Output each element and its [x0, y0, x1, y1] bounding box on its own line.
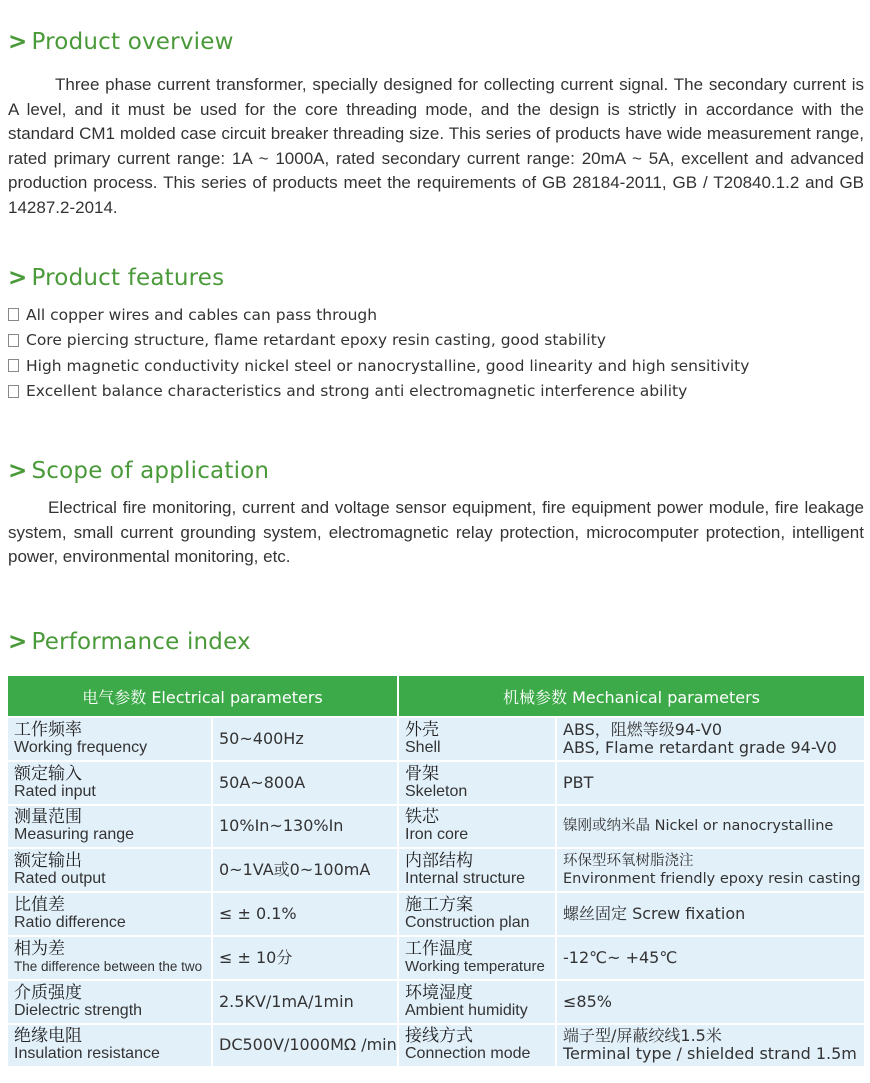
param-value: ≤85%	[556, 980, 864, 1024]
param-name: 介质强度 Dielectric strength	[8, 980, 212, 1024]
param-name: 比值差 Ratio difference	[8, 892, 212, 936]
param-value: 50~400Hz	[212, 717, 398, 761]
param-value: ≤ ± 0.1%	[212, 892, 398, 936]
table-row	[8, 1024, 864, 1067]
param-value: PBT	[556, 761, 864, 805]
checkbox-icon	[8, 385, 19, 398]
param-name: 接线方式 Connection mode	[398, 1024, 556, 1067]
table-row	[8, 936, 864, 980]
param-value: 50A~800A	[212, 761, 398, 805]
param-value: DC500V/1000MΩ /min	[212, 1024, 398, 1067]
table-row	[8, 717, 864, 761]
chevron-right-icon: >	[8, 458, 28, 484]
param-name: 工作频率 Working frequency	[8, 717, 212, 761]
param-name: 内部结构 Internal structure	[398, 848, 556, 892]
feature-item: Core piercing structure, flame retardant epoxy resin casting, good stability	[8, 328, 864, 354]
param-name: 相为差 The difference between the two	[8, 936, 212, 980]
param-value: ≤ ± 10分	[212, 936, 398, 980]
param-name: 外壳 Shell	[398, 717, 556, 761]
scope-paragraph: Electrical fire monitoring, current and voltage sensor equipment, fire equipment power module, fire leakage system, small current grounding system, electromagnetic relay protection, microcomputer protection, intelligent power, environmental monitoring, etc.	[8, 498, 864, 567]
param-value: 2.5KV/1mA/1min	[212, 980, 398, 1024]
param-name: 骨架 Skeleton	[398, 761, 556, 805]
param-name: 绝缘电阻 Insulation resistance	[8, 1024, 212, 1067]
mechanical-parameters-header: 机械参数 Mechanical parameters	[398, 676, 864, 717]
chevron-right-icon: >	[8, 265, 28, 291]
param-value: ABS，阻燃等级94-V0 ABS, Flame retardant grade 94-V0	[556, 717, 864, 761]
section-title-overview: > Product overview	[8, 29, 234, 55]
param-name: 施工方案 Construction plan	[398, 892, 556, 936]
param-value: 环保型环氧树脂浇注 Environment friendly epoxy resin casting	[556, 848, 864, 892]
electrical-parameters-header: 电气参数 Electrical parameters	[8, 676, 398, 717]
param-value: 螺丝固定 Screw fixation	[556, 892, 864, 936]
param-name: 测量范围 Measuring range	[8, 805, 212, 849]
param-value: 0~1VA或0~100mA	[212, 848, 398, 892]
section-title-performance: > Performance index	[8, 629, 251, 655]
table-row	[8, 805, 864, 849]
param-value: 端子型/屏蔽绞线1.5米 Terminal type / shielded strand 1.5m	[556, 1024, 864, 1067]
feature-item: High magnetic conductivity nickel steel or nanocrystalline, good linearity and high sensitivity	[8, 353, 864, 379]
overview-paragraph: Three phase current transformer, specially designed for collecting current signal. The secondary current is A level, and it must be used for the core threading mode, and the design is strictly in accordance with the standard CM1 molded case circuit breaker threading size. This series of products have wide measurement range, rated primary current range: 1A ~ 1000A, rated secondary current range: 20mA ~ 5A, excellent and advanced production process. This series of products meet the requirements of GB 28184-2011, GB / T20840.1.2 and GB 14287.2-2014.	[8, 75, 864, 217]
section-title-features: > Product features	[8, 265, 225, 291]
table-row	[8, 848, 864, 892]
param-value: -12℃~ +45℃	[556, 936, 864, 980]
param-name: 环境湿度 Ambient humidity	[398, 980, 556, 1024]
param-value: 10%In~130%In	[212, 805, 398, 849]
param-name: 铁芯 Iron core	[398, 805, 556, 849]
features-list	[8, 302, 864, 404]
param-name: 额定输出 Rated output	[8, 848, 212, 892]
param-value: 镍刚或纳米晶 Nickel or nanocrystalline	[556, 805, 864, 849]
table-row	[8, 761, 864, 805]
table-row	[8, 892, 864, 936]
chevron-right-icon: >	[8, 29, 28, 55]
section-title-scope: > Scope of application	[8, 458, 270, 484]
performance-table	[8, 676, 864, 1066]
chevron-right-icon: >	[8, 629, 28, 655]
table-row	[8, 980, 864, 1024]
feature-item: Excellent balance characteristics and strong anti electromagnetic interference ability	[8, 379, 864, 405]
checkbox-icon	[8, 359, 19, 372]
feature-item: All copper wires and cables can pass through	[8, 302, 864, 328]
param-name: 额定输入 Rated input	[8, 761, 212, 805]
checkbox-icon	[8, 334, 19, 347]
param-name: 工作温度 Working temperature	[398, 936, 556, 980]
checkbox-icon	[8, 308, 19, 321]
